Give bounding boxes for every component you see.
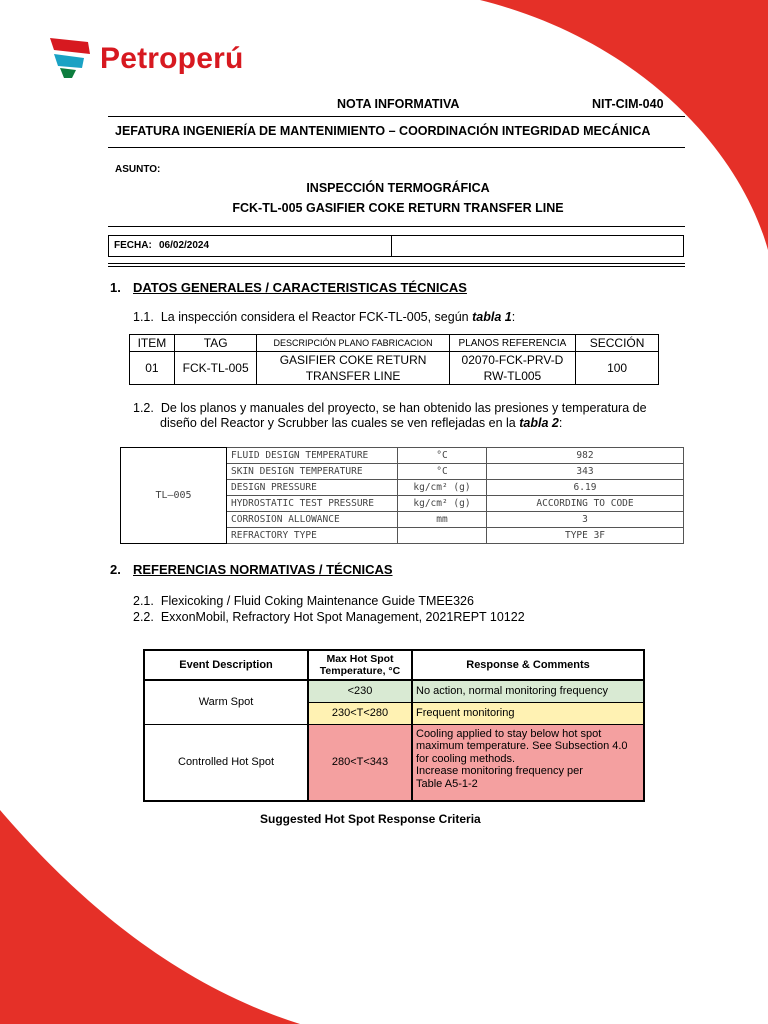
t2-unit: kg/cm² (g) (398, 480, 487, 496)
date-box-divider (391, 236, 392, 256)
header-rule-3 (108, 226, 685, 227)
t2-value: 343 (487, 464, 684, 480)
brand-name: Petroperú (100, 42, 244, 75)
date-label: FECHA: (114, 240, 152, 251)
item-1-2-text-b: diseño del Reactor y Scrubber las cuales se ven reflejadas en la (160, 416, 520, 430)
table-3-caption: Suggested Hot Spot Response Criteria (260, 812, 481, 826)
t1-header-item: ITEM (130, 335, 175, 352)
header-rule-2 (108, 147, 685, 148)
double-rule-a (108, 263, 685, 264)
t3-controlled-label: Controlled Hot Spot (144, 724, 308, 801)
date-box (108, 235, 684, 257)
t3-warm-temp-1: <230 (308, 680, 412, 702)
t1-cell-tag: FCK-TL-005 (174, 352, 257, 385)
item-1-2-ref: tabla 2 (519, 416, 559, 430)
ref-2-2-number: 2.2. (133, 610, 154, 624)
t2-value: TYPE 3F (487, 528, 684, 544)
item-1-2-number: 1.2. (133, 401, 154, 415)
t1-cell-item: 01 (130, 352, 175, 385)
t2-param: HYDROSTATIC TEST PRESSURE (227, 496, 398, 512)
petroperu-logo-icon (48, 36, 94, 80)
t1-header-desc: DESCRIPCIÓN PLANO FABRICACION (257, 335, 449, 352)
t2-unit: °C (398, 448, 487, 464)
item-1-2-end: : (558, 416, 563, 430)
department: JEFATURA INGENIERÍA DE MANTENIMIENTO – COORDINACIÓN INTEGRIDAD MECÁNICA (115, 124, 651, 138)
t2-param: REFRACTORY TYPE (227, 528, 398, 544)
section-2-title: REFERENCIAS NORMATIVAS / TÉCNICAS (133, 562, 393, 577)
double-rule-b (108, 266, 685, 267)
t3-controlled-response-line: Cooling applied to stay below hot spot (416, 727, 602, 740)
t3-controlled-response-line: maximum temperature. See Subsection 4.0 (416, 740, 628, 752)
t2-value: 3 (487, 512, 684, 528)
t3-controlled-response-line: for cooling methods. (416, 752, 516, 765)
subject-line-1: INSPECCIÓN TERMOGRÁFICA (306, 181, 490, 195)
item-1-2 (133, 401, 683, 431)
item-1-2-text-a: De los planos y manuales del proyecto, se han obtenido las presiones y temperatura de (160, 401, 647, 415)
t2-value: 6.19 (487, 480, 684, 496)
t1-header-tag: TAG (174, 335, 257, 352)
section-1-title: DATOS GENERALES / CARACTERISTICAS TÉCNICAS (133, 280, 467, 295)
t2-param: CORROSION ALLOWANCE (227, 512, 398, 528)
table-1 (129, 334, 659, 385)
t2-value: 982 (487, 448, 684, 464)
doc-type: NOTA INFORMATIVA (337, 97, 460, 111)
t3-warm-response-1: No action, normal monitoring frequency (412, 680, 644, 702)
section-1-number: 1. (110, 280, 121, 295)
ref-2-2 (133, 610, 525, 624)
section-2-number: 2. (110, 562, 121, 577)
table-3 (143, 649, 645, 802)
t3-controlled-response-line: Table A5-1-2 (416, 777, 478, 790)
header-rule-1 (108, 116, 685, 117)
t2-param: SKIN DESIGN TEMPERATURE (227, 464, 398, 480)
t3-header-temp: Max Hot Spot Temperature, °C (308, 650, 412, 680)
t2-unit: kg/cm² (g) (398, 496, 487, 512)
t2-param: DESIGN PRESSURE (227, 480, 398, 496)
t3-header-event: Event Description (144, 650, 308, 680)
subject-label: ASUNTO: (115, 164, 161, 175)
t2-unit: °C (398, 464, 487, 480)
t2-unit: mm (398, 512, 487, 528)
t2-row (121, 448, 684, 464)
t3-controlled-response (412, 724, 644, 801)
item-1-1-end: : (511, 310, 516, 324)
t3-controlled-temp: 280<T<343 (308, 724, 412, 801)
item-1-2-line-1 (133, 401, 683, 416)
item-1-1-text: La inspección considera el Reactor FCK-TL-005, según (160, 310, 473, 324)
t3-warm-label: Warm Spot (144, 680, 308, 724)
t1-cell-desc: GASIFIER COKE RETURN TRANSFER LINE (257, 352, 449, 385)
subject-line-2: FCK-TL-005 GASIFIER COKE RETURN TRANSFER LINE (232, 201, 564, 215)
item-1-1-number: 1.1. (133, 310, 154, 324)
t3-warm-temp-2: 230<T<280 (308, 702, 412, 724)
item-1-1-ref: tabla 1 (472, 310, 512, 324)
ref-2-1-number: 2.1. (133, 594, 154, 608)
item-1-2-line-2 (133, 416, 683, 431)
t2-value: ACCORDING TO CODE (487, 496, 684, 512)
t3-controlled-response-line: Increase monitoring frequency per (416, 765, 583, 777)
t3-warm-response-2: Frequent monitoring (412, 702, 644, 724)
t1-cell-section: 100 (576, 352, 659, 385)
doc-code: NIT-CIM-040 (592, 97, 664, 111)
table-2 (120, 447, 684, 544)
ref-2-2-text: ExxonMobil, Refractory Hot Spot Management, 2021REPT 10122 (160, 610, 525, 624)
date-value: 06/02/2024 (159, 240, 210, 251)
ref-2-1 (133, 594, 474, 608)
t2-unit (398, 528, 487, 544)
t2-param: FLUID DESIGN TEMPERATURE (227, 448, 398, 464)
ref-2-1-text: Flexicoking / Fluid Coking Maintenance Guide TMEE326 (160, 594, 474, 608)
t2-tag: TL–005 (121, 448, 227, 544)
t1-header-section: SECCIÓN (576, 335, 659, 352)
t1-cell-ref: 02070-FCK-PRV-DRW-TL005 (449, 352, 575, 385)
item-1-1 (133, 310, 515, 324)
t1-header-ref: PLANOS REFERENCIA (449, 335, 575, 352)
t3-header-response: Response & Comments (412, 650, 644, 680)
